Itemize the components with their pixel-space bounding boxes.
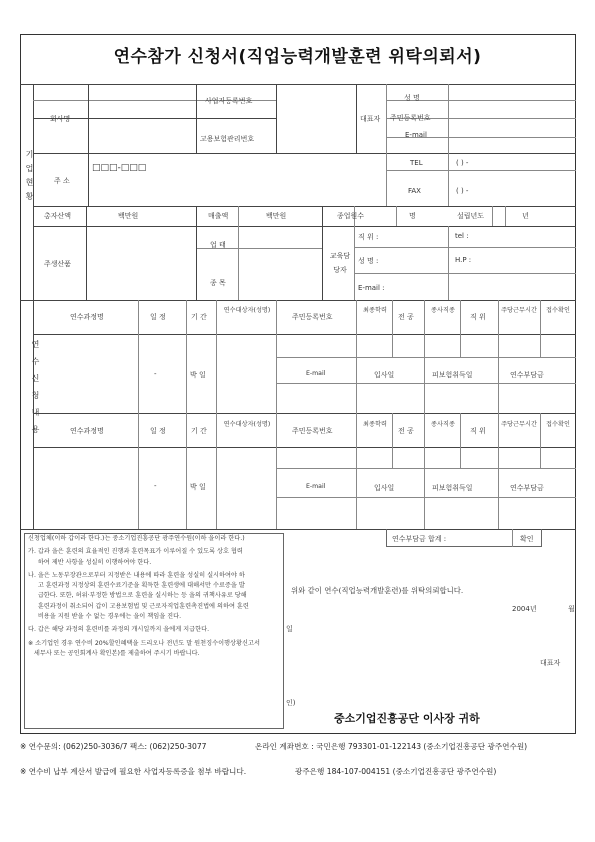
entry2-insured-date-label: 피보험취득일 xyxy=(432,484,473,492)
notice-line: 나. 을은 노동부장관으로부터 지정받은 내용에 따라 훈련을 성실히 실시하여야 하 xyxy=(28,571,245,579)
representative-sign: 대표자 xyxy=(540,659,561,667)
header2-weekly-hours: 주당근무시간 xyxy=(501,421,537,428)
header-occupation: 종사직종 xyxy=(431,307,455,314)
rule xyxy=(216,300,217,529)
employees-label: 종업원수 xyxy=(337,212,365,220)
rule xyxy=(356,413,357,468)
rule xyxy=(424,357,425,413)
header-period: 기 간 xyxy=(191,313,207,321)
header2-period: 기 간 xyxy=(191,427,207,435)
rule xyxy=(354,273,576,274)
header2-occupation: 종사직종 xyxy=(431,421,455,428)
header-major: 전 공 xyxy=(398,313,414,321)
category-label: 종 목 xyxy=(210,279,226,287)
rule xyxy=(448,226,449,300)
rule xyxy=(498,413,499,468)
rule xyxy=(186,300,187,529)
issuer: 중소기업진흥공단 이사장 귀하 xyxy=(334,712,480,725)
notice-line: 신청업체(이하 갑이라 한다.)는 중소기업진흥공단 광주연수원(이하 을이라 한다.) xyxy=(28,535,245,542)
application-section-label xyxy=(27,340,39,448)
rule xyxy=(386,84,387,206)
fax-label: FAX xyxy=(408,187,421,195)
application-section-label-text: 연수신청내용 xyxy=(31,340,40,442)
rule xyxy=(356,468,357,529)
notice-line: 고 훈련과정 지정상의 훈련수료기준을 획득한 훈련생에 대해서만 수료증을 발 xyxy=(28,582,245,590)
header-receipt: 접수확인 xyxy=(546,307,570,314)
footer-account-1: 온라인 계좌번호 : 국민은행 793301-01-122143 (중소기업진흥공단 광주연수원) xyxy=(255,742,528,751)
tel-label: TEL xyxy=(410,159,423,167)
date-month: 월 xyxy=(568,605,575,613)
tel-value: ( ) - xyxy=(456,159,469,167)
entry1-insured-date-label: 피보험취득일 xyxy=(432,371,473,379)
rep-id-label: 주민등록번호 xyxy=(390,114,431,122)
entry1-fee-label: 연수부담금 xyxy=(510,371,544,379)
industry-label: 업 태 xyxy=(210,241,226,249)
rule xyxy=(33,153,576,154)
rep-email-label: E-mail xyxy=(405,131,427,139)
rule xyxy=(33,226,576,227)
notice-line: 가. 갑과 을은 훈련의 효율적인 진행과 훈련목표가 이루어질 수 있도록 상호 협력 xyxy=(28,548,243,556)
manager-name-label: 성 명 : xyxy=(358,257,379,265)
header2-resident-no: 주민등록번호 xyxy=(292,427,333,435)
rule xyxy=(276,468,576,469)
rule xyxy=(196,84,197,153)
rule xyxy=(498,300,499,357)
application-section-top-border xyxy=(20,300,576,301)
header2-course-name: 연수과정명 xyxy=(70,427,104,435)
footer-note: ※ 연수비 납부 계산서 발급에 필요한 사업자등록증을 첨부 바랍니다. xyxy=(20,767,247,776)
entry2-fee-label: 연수부담금 xyxy=(510,484,544,492)
rule xyxy=(460,413,461,468)
rule xyxy=(424,413,425,468)
form-title: 연수참가 신청서(직업능력개발훈련 위탁의뢰서) xyxy=(113,47,482,67)
notice-line: ※ 소기업인 경우 연수비 20%할인혜택을 드리오나 전년도 말 원천징수이행상황신고서 xyxy=(28,639,260,647)
rule xyxy=(196,206,197,300)
rule xyxy=(498,468,499,529)
rule xyxy=(322,206,323,300)
header2-schedule: 일 정 xyxy=(150,427,166,435)
fax-value: ( ) - xyxy=(456,187,469,195)
rule xyxy=(88,84,89,206)
total-assets-unit: 백만원 xyxy=(118,212,139,220)
request-text: 위와 같이 연수(직업능력개발훈련)를 위탁의뢰합니다. xyxy=(291,586,464,595)
header-trainee: 연수대상자(성명) xyxy=(223,307,271,314)
total-fee-label: 연수부담금 합계 : xyxy=(392,535,447,543)
zipcode-value: □□□-□□□ xyxy=(92,163,147,173)
header2-position: 직 위 xyxy=(470,427,486,435)
employees-unit: 명 xyxy=(409,212,416,220)
header2-education: 최종학력 xyxy=(363,421,387,428)
notice-line: 급한다. 또한, 허위·부정한 방법으로 훈련을 실시하는 등 을의 귀책사유로 당해 xyxy=(28,592,247,600)
entry2-period-unit: 박 일 xyxy=(190,483,206,491)
rule xyxy=(424,300,425,357)
rule xyxy=(386,170,576,171)
rule xyxy=(276,300,277,529)
company-section-label xyxy=(21,150,33,212)
manager-email-label: E-mail : xyxy=(358,284,385,292)
rule xyxy=(33,334,576,335)
rule xyxy=(460,300,461,357)
rule xyxy=(356,84,357,153)
header2-major: 전 공 xyxy=(398,427,414,435)
biz-reg-no-label: 사업자등록번호 xyxy=(205,97,253,105)
founded-unit: 년 xyxy=(522,212,529,220)
rule xyxy=(498,357,499,413)
rule xyxy=(238,206,239,300)
date-year: 2004년 xyxy=(512,605,537,613)
manager-tel-label: tel : xyxy=(455,232,469,240)
header-education: 최종학력 xyxy=(363,307,387,314)
header-course-name: 연수과정명 xyxy=(70,313,104,321)
position-label: 직 위 : xyxy=(358,233,379,241)
rule xyxy=(540,413,541,468)
notice-line: 다. 갑은 해당 과정의 훈련비를 과정의 개시일까지 을에게 지급한다. xyxy=(28,626,210,634)
rule xyxy=(424,468,425,529)
rule xyxy=(33,206,576,207)
main-products-label: 주생산품 xyxy=(44,260,72,268)
rule xyxy=(138,300,139,529)
header-weekly-hours: 주당근무시간 xyxy=(501,307,537,314)
total-assets-label: 총자산액 xyxy=(44,212,72,220)
company-section-top-border xyxy=(20,84,576,85)
entry1-period-unit: 박 일 xyxy=(190,371,206,379)
notice-text xyxy=(28,534,284,659)
entry1-schedule: - xyxy=(154,370,157,378)
address-label: 주 소 xyxy=(54,177,70,185)
stray-mark-2: 인) xyxy=(286,699,296,707)
header-position: 직 위 xyxy=(470,313,486,321)
rule xyxy=(354,247,576,248)
rule xyxy=(392,300,393,357)
rule xyxy=(356,357,357,413)
footer-account-2: 광주은행 184-107-004151 (중소기업진흥공단 광주연수원) xyxy=(295,767,497,776)
stray-mark-1: 일 xyxy=(286,625,293,633)
header2-receipt: 접수확인 xyxy=(546,421,570,428)
company-name-label: 회사명 xyxy=(50,115,71,123)
rule xyxy=(540,300,541,357)
header-resident-no: 주민등록번호 xyxy=(292,313,333,321)
rule xyxy=(276,383,576,384)
rule xyxy=(448,84,449,206)
rule xyxy=(492,206,493,226)
rule xyxy=(396,206,397,226)
notice-line: 세무사 또는 공인회계사 확인본)를 제출하여 주시기 바랍니다. xyxy=(28,649,200,657)
rule xyxy=(392,413,393,468)
footer-contact: ※ 연수문의: (062)250-3036/7 팩스: (062)250-3077 xyxy=(20,742,207,751)
confirm-label: 확인 xyxy=(520,535,534,543)
entry2-email-label: E-mail xyxy=(306,483,326,490)
rule xyxy=(512,529,513,547)
rule xyxy=(356,300,357,357)
header-schedule: 일 정 xyxy=(150,313,166,321)
manager-hp-label: H.P : xyxy=(455,256,472,264)
entry2-join-date-label: 입사일 xyxy=(374,484,395,492)
company-section-label-text: 기업현황 xyxy=(25,150,34,206)
rule xyxy=(33,413,576,414)
rule xyxy=(86,206,87,300)
rep-name-label: 성 명 xyxy=(404,94,420,102)
rule xyxy=(276,357,576,358)
rule xyxy=(33,447,576,448)
entry1-email-label: E-mail xyxy=(306,370,326,377)
header2-trainee: 연수대상자(성명) xyxy=(223,421,271,428)
entry1-join-date-label: 입사일 xyxy=(374,371,395,379)
edu-manager-label: 교육담당자 xyxy=(329,252,351,274)
entry2-schedule: - xyxy=(154,482,157,490)
rule xyxy=(276,84,277,153)
representative-label: 대표자 xyxy=(360,115,381,123)
notice-line: 훈련과정이 취소되어 갑이 고용보험법 및 근로자직업훈련촉진법에 의하여 훈련 xyxy=(28,602,249,610)
employment-ins-no-label: 고용보험관리번호 xyxy=(200,135,255,143)
founded-label: 설립년도 xyxy=(457,212,485,220)
rule xyxy=(505,206,506,226)
sales-label: 매출액 xyxy=(208,212,229,220)
notice-line: 하여 제반 사항을 성실히 이행하여야 한다. xyxy=(28,558,152,566)
rule xyxy=(276,497,576,498)
sales-unit: 백만원 xyxy=(266,212,287,220)
notice-line: 비용을 지원 받을 수 없는 경우에는 을이 책임을 진다. xyxy=(28,613,182,621)
